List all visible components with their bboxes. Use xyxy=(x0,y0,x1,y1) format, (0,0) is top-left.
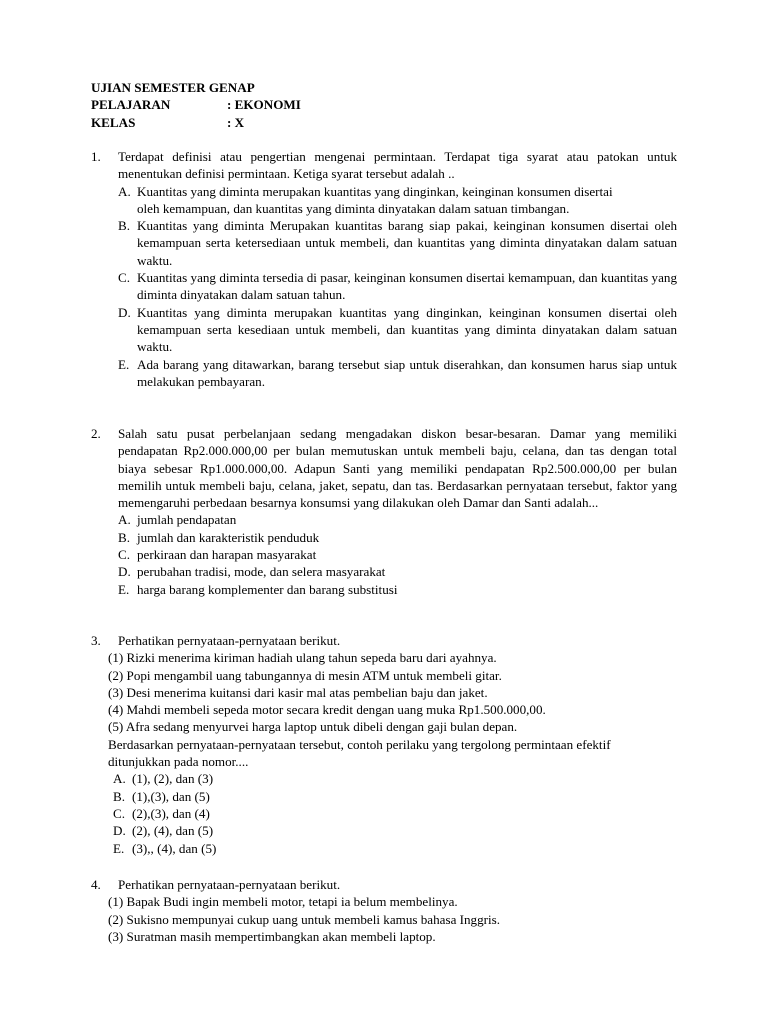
statement-item: (3) Desi menerima kuitansi dari kasir mal atas pembelian baju dan jaket. xyxy=(108,684,488,700)
statement-item: (4) Mahdi membeli sepeda motor secara kredit dengan uang muka Rp1.500.000,00. xyxy=(108,702,546,718)
option-text: perkiraan dan harapan masyarakat xyxy=(137,547,317,563)
question-4 xyxy=(91,876,677,945)
option-letter: D. xyxy=(118,304,131,320)
option-letter: B. xyxy=(118,218,131,234)
option-d xyxy=(91,304,677,356)
subject-row xyxy=(91,96,301,113)
question-number: 3. xyxy=(91,633,101,648)
statement-list xyxy=(108,893,677,945)
question-1 xyxy=(91,148,677,390)
question-text: Terdapat definisi atau pengertian mengenai permintaan. Terdapat tiga syarat atau patokan untuk menentukan definisi permintaan. Ketiga syarat tersebut adalah .. xyxy=(118,149,677,182)
option-text-wrap xyxy=(137,183,677,218)
question-4-stem xyxy=(91,876,677,893)
option-text: (1),(3), dan (5) xyxy=(132,788,210,804)
option-e xyxy=(91,581,677,598)
exam-title-row xyxy=(91,79,301,96)
option-d xyxy=(91,822,677,839)
option-text: jumlah dan karakteristik penduduk xyxy=(137,529,320,545)
option-text: (3),, (4), dan (5) xyxy=(132,840,217,856)
option-text: Kuantitas yang diminta Merupakan kuantitas barang siap pakai, keinginan konsumen disertai oleh kemampuan serta ketersediaan untuk membeli, dan kuantitas yang diminta dinyatakan dalam satuan waktu. xyxy=(137,218,677,268)
statement-item: (5) Afra sedang menyurvei harga laptop untuk dibeli dengan gaji bulan depan. xyxy=(108,719,518,735)
option-c xyxy=(91,269,677,304)
option-text: harga barang komplementer dan barang substitusi xyxy=(137,581,398,597)
question-2 xyxy=(91,425,677,598)
question-3 xyxy=(91,632,677,857)
question-number: 1. xyxy=(91,149,101,164)
option-text: (2), (4), dan (5) xyxy=(132,823,214,839)
option-d xyxy=(91,563,677,580)
option-letter: A. xyxy=(113,771,126,787)
class-row xyxy=(91,114,301,131)
option-letter: C. xyxy=(118,270,131,286)
statement-item: (3) Suratman masih mempertimbangkan akan membeli laptop. xyxy=(108,928,436,944)
statement-item: (1) Rizki menerima kiriman hadiah ulang tahun sepeda baru dari ayahnya. xyxy=(108,650,497,666)
question-text: Perhatikan pernyataan-pernyataan berikut. xyxy=(118,877,341,892)
option-letter: E. xyxy=(113,840,125,856)
option-text: (2),(3), dan (4) xyxy=(132,805,210,821)
question-conclusion: Berdasarkan pernyataan-pernyataan tersebut, contoh perilaku yang tergolong permintaan efektif ditunjukkan pada nomor.... xyxy=(108,736,611,770)
statement-list xyxy=(108,649,677,735)
option-text: perubahan tradisi, mode, dan selera masyarakat xyxy=(137,564,386,580)
option-list xyxy=(91,183,677,391)
option-letter: C. xyxy=(113,805,126,821)
option-text: Kuantitas yang diminta merupakan kuantitas yang dinginkan, keinginan konsumen disertai xyxy=(137,183,613,199)
option-letter: E. xyxy=(118,356,130,372)
statement-item: (2) Sukisno mempunyai cukup uang untuk membeli kamus bahasa Inggris. xyxy=(108,911,501,927)
option-e xyxy=(91,840,677,857)
option-letter: D. xyxy=(113,823,126,839)
option-letter: B. xyxy=(113,788,126,804)
option-e xyxy=(91,356,677,391)
option-letter: A. xyxy=(118,512,131,528)
option-list xyxy=(91,770,677,856)
option-b xyxy=(91,217,677,269)
class-label: KELAS xyxy=(91,114,136,130)
option-text: jumlah pendapatan xyxy=(137,512,237,528)
exam-title: UJIAN SEMESTER GENAP xyxy=(91,80,255,95)
option-a xyxy=(91,183,677,218)
option-a xyxy=(91,511,677,528)
option-letter: E. xyxy=(118,581,130,597)
option-list xyxy=(91,511,677,597)
question-text: Perhatikan pernyataan-pernyataan berikut. xyxy=(118,633,341,648)
option-letter: D. xyxy=(118,564,131,580)
option-letter: A. xyxy=(118,183,131,199)
question-2-stem xyxy=(91,425,677,511)
question-number: 2. xyxy=(91,426,101,441)
option-a xyxy=(91,770,677,787)
option-text: Ada barang yang ditawarkan, barang tersebut siap untuk diserahkan, dan konsumen harus siap untuk melakukan pembayaran. xyxy=(137,356,677,389)
option-text: (1), (2), dan (3) xyxy=(132,771,214,787)
option-c xyxy=(91,805,677,822)
option-letter: B. xyxy=(118,529,131,545)
option-letter: C. xyxy=(118,547,131,563)
statement-item: (2) Popi mengambil uang tabungannya di mesin ATM untuk membeli gitar. xyxy=(108,667,502,683)
class-value: : X xyxy=(227,114,245,130)
statement-item: (1) Bapak Budi ingin membeli motor, tetapi ia belum membelinya. xyxy=(108,894,458,910)
option-b xyxy=(91,529,677,546)
option-b xyxy=(91,788,677,805)
question-1-stem xyxy=(91,148,677,183)
question-text: Salah satu pusat perbelanjaan sedang mengadakan diskon besar-besaran. Damar yang memiliki pendapatan Rp2.000.000,00 per bulan memutuskan untuk membeli baju, celana, dan tas dengan total biaya sebesar Rp1.000.000,00. Adapun Santi yang memiliki pendapatan Rp2.500.000,00 per bulan memilih untuk membeli baju, celana, jaket, sepatu, dan tas. Berdasarkan pernyataan tersebut, faktor yang memengaruhi perbedaan besarnya konsumsi yang dilakukan oleh Damar dan Santi adalah... xyxy=(118,426,677,511)
question-number: 4. xyxy=(91,877,101,892)
option-text-continued: oleh kemampuan, dan kuantitas yang diminta dinyatakan dalam satuan timbangan. xyxy=(137,200,570,216)
subject-label: PELAJARAN xyxy=(91,97,171,113)
subject-value: : EKONOMI xyxy=(227,97,301,113)
option-text: Kuantitas yang diminta tersedia di pasar, keinginan konsumen disertai kemampuan, dan kuantitas yang diminta dinyatakan dalam satuan tahun. xyxy=(137,270,677,303)
exam-header xyxy=(91,79,301,131)
question-3-stem xyxy=(91,632,677,649)
option-text: Kuantitas yang diminta merupakan kuantitas yang dinginkan, keinginan konsumen disertai oleh kemampuan serta kesediaan untuk membeli, dan kuantitas yang diminta dinyatakan dalam satuan waktu. xyxy=(137,304,677,355)
option-c xyxy=(91,546,677,563)
